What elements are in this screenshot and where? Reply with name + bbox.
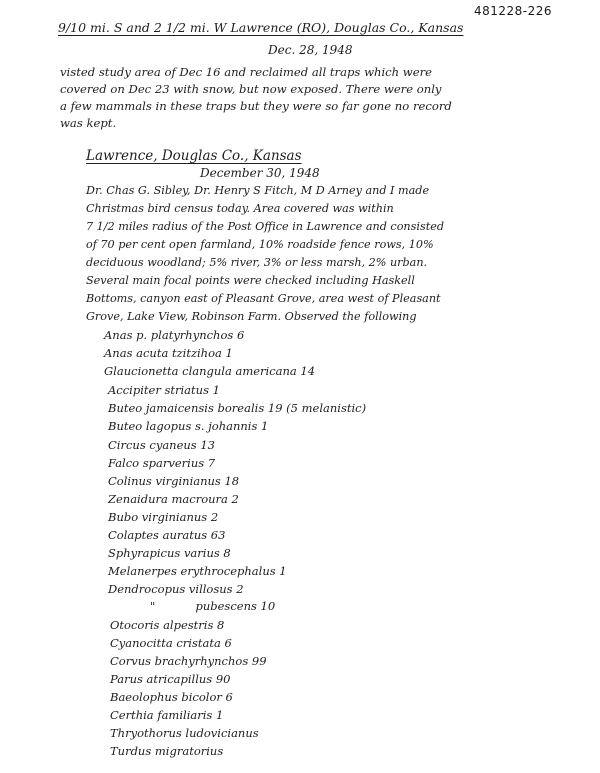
species-entry: Corvus brachyrhynchos 99 (110, 654, 267, 668)
census-line: Dr. Chas G. Sibley, Dr. Henry S Fitch, M D Arney and I made (86, 184, 430, 197)
census-line: Several main focal points were checked including Haskell (86, 274, 415, 287)
census-location-header: Lawrence, Douglas Co., Kansas (86, 148, 302, 164)
entry-location-header: 9/10 mi. S and 2 1/2 mi. W Lawrence (RO), Douglas Co., Kansas (58, 20, 464, 35)
census-line: Christmas bird census today. Area covered was within (86, 202, 394, 215)
census-line: 7 1/2 miles radius of the Post Office in Lawrence and consisted (86, 220, 444, 233)
species-entry: Cyanocitta cristata 6 (110, 636, 232, 650)
census-date: December 30, 1948 (200, 166, 320, 180)
species-entry: Anas acuta tzitzihoa 1 (104, 346, 233, 360)
entry-line: covered on Dec 23 with snow, but now exposed. There were only (60, 82, 442, 96)
census-line: deciduous woodland; 5% river, 3% or less marsh, 2% urban. (86, 256, 428, 269)
entry-line: was kept. (60, 116, 117, 130)
species-entry: Colinus virginianus 18 (108, 474, 240, 488)
species-entry: Anas p. platyrhynchos 6 (104, 328, 245, 342)
species-entry: Falco sparverius 7 (108, 456, 216, 470)
census-line: Grove, Lake View, Robinson Farm. Observed the following (86, 310, 417, 323)
species-entry: Buteo lagopus s. johannis 1 (108, 419, 269, 433)
species-entry: Colaptes auratus 63 (108, 528, 226, 542)
species-entry: Parus atricapillus 90 (110, 672, 231, 686)
species-entry: Glaucionetta clangula americana 14 (104, 364, 316, 378)
species-entry: Buteo jamaicensis borealis 19 (5 melanistic) (108, 401, 367, 415)
species-entry: Certhia familiaris 1 (110, 708, 224, 722)
species-entry: Zenaidura macroura 2 (108, 492, 239, 506)
census-line: Bottoms, canyon east of Pleasant Grove, area west of Pleasant (86, 292, 441, 305)
document-id: 481228-226 (473, 4, 552, 18)
species-entry: Circus cyaneus 13 (108, 438, 215, 452)
species-entry: Dendrocopus villosus 2 (108, 582, 244, 596)
species-entry: Otocoris alpestris 8 (110, 618, 225, 632)
species-entry: Accipiter striatus 1 (108, 383, 220, 397)
entry-date: Dec. 28, 1948 (268, 43, 353, 57)
species-entry: Turdus migratorius (110, 744, 224, 758)
entry-line: a few mammals in these traps but they were so far gone no record (60, 99, 452, 113)
species-entry: " pubescens 10 (150, 599, 276, 613)
species-entry: Sphyrapicus varius 8 (108, 546, 231, 560)
species-entry: Thryothorus ludovicianus (110, 726, 259, 740)
entry-line: visted study area of Dec 16 and reclaimed all traps which were (60, 65, 432, 79)
census-line: of 70 per cent open farmland, 10% roadside fence rows, 10% (86, 238, 434, 251)
species-entry: Baeolophus bicolor 6 (110, 690, 233, 704)
species-entry: Melanerpes erythrocephalus 1 (108, 564, 287, 578)
species-entry: Bubo virginianus 2 (108, 510, 219, 524)
